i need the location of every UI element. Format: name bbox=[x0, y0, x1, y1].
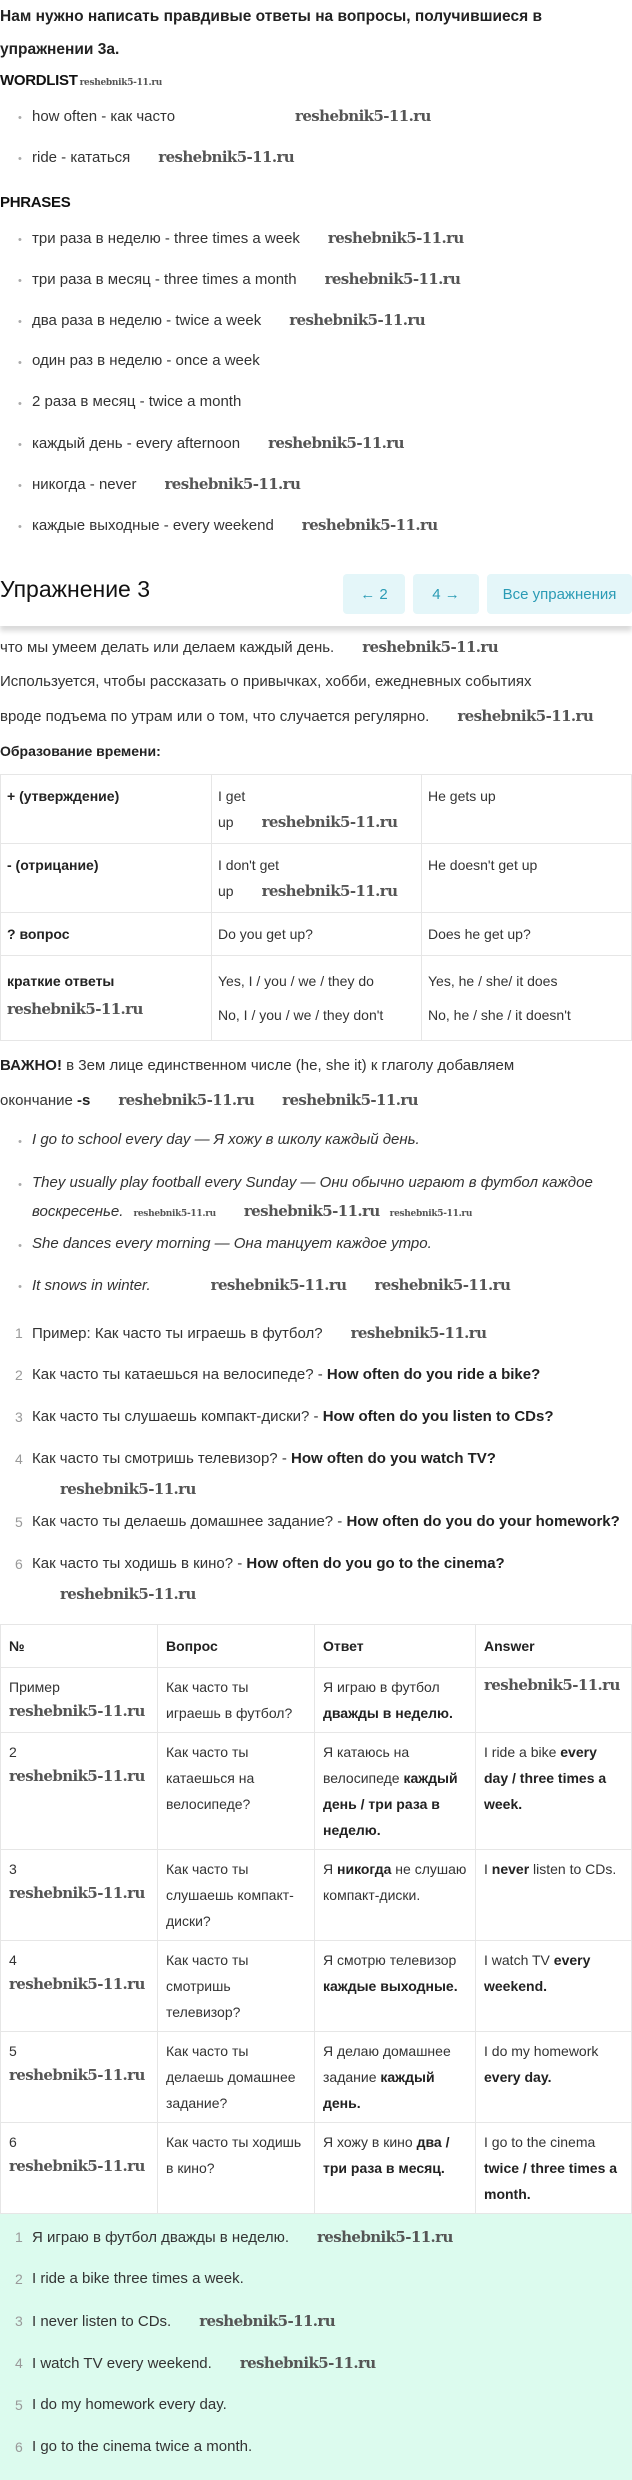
questions-list bbox=[0, 1316, 632, 1610]
text-segment: listen to CDs. bbox=[529, 1861, 617, 1877]
text-segment: никогда bbox=[337, 1861, 392, 1877]
question-item bbox=[0, 1358, 632, 1400]
watermark: reshebnik5-11.ru bbox=[457, 707, 594, 725]
ending-bold: -s bbox=[77, 1092, 91, 1109]
phrase-text: каждый день - every afternoon bbox=[32, 435, 241, 452]
watermark: reshebnik5-11.ru bbox=[9, 2157, 145, 2175]
table-cell bbox=[1, 956, 212, 1041]
watermark: reshebnik5-11.ru bbox=[374, 1276, 511, 1294]
text-segment: I bbox=[484, 1861, 492, 1877]
answer-value: I do my homework every day. bbox=[32, 2396, 227, 2413]
phrase-item bbox=[18, 509, 632, 550]
text-segment: - (отрицание) bbox=[7, 857, 99, 873]
example-item bbox=[18, 1269, 632, 1310]
example-item bbox=[18, 1228, 632, 1269]
wordlist bbox=[0, 100, 632, 182]
final-answer-item bbox=[0, 2346, 632, 2388]
table-cell bbox=[315, 1941, 476, 2032]
example-text: She dances every morning — Она танцует каждое утро. bbox=[32, 1235, 432, 1252]
text-segment: Yes, I / you / we / they do bbox=[218, 973, 374, 989]
text-segment: Я играю в футбол bbox=[323, 1679, 440, 1695]
table-cell bbox=[1, 2123, 158, 2214]
table-row bbox=[1, 956, 632, 1041]
table-cell bbox=[315, 2032, 476, 2123]
phrase-text: один раз в неделю - once a week bbox=[32, 352, 260, 369]
wordlist-item bbox=[18, 141, 632, 182]
item-number: 2 bbox=[15, 1367, 23, 1383]
table-cell bbox=[1, 1850, 158, 1941]
text-segment: ? вопрос bbox=[7, 926, 70, 942]
table-cell bbox=[315, 1668, 476, 1733]
phrases-title: PHRASES bbox=[0, 194, 71, 211]
phrase-item bbox=[18, 468, 632, 509]
text-segment: Я делаю домашнее задание bbox=[323, 2043, 451, 2085]
watermark: reshebnik5-11.ru bbox=[362, 638, 499, 656]
phrase-item bbox=[18, 386, 632, 427]
phrase-text: 2 раза в месяц - twice a month bbox=[32, 393, 242, 410]
final-answer-item bbox=[0, 2304, 632, 2346]
watermark: reshebnik5-11.ru bbox=[210, 1276, 347, 1294]
watermark: reshebnik5-11.ru bbox=[60, 1480, 196, 1498]
table-row bbox=[1, 2123, 632, 2214]
grammar-table bbox=[0, 774, 632, 1041]
watermark: reshebnik5-11.ru bbox=[164, 475, 301, 493]
table-cell bbox=[158, 2123, 315, 2214]
table-cell bbox=[1, 1668, 158, 1733]
text-segment: дважды в неделю. bbox=[323, 1705, 453, 1721]
text-segment: Пример: Как часто ты играешь в футбол? bbox=[32, 1325, 323, 1342]
table-cell bbox=[315, 1733, 476, 1850]
table-cell bbox=[158, 1668, 315, 1733]
text-segment: не слушаю компакт-диски. bbox=[323, 1861, 467, 1903]
table-cell bbox=[1, 1941, 158, 2032]
answer-text bbox=[32, 2264, 622, 2304]
table-row bbox=[1, 1941, 632, 2032]
column-header: Ответ bbox=[315, 1625, 476, 1668]
watermark: reshebnik5-11.ru bbox=[9, 2066, 145, 2084]
watermark: reshebnik5-11.ru bbox=[301, 516, 438, 534]
table-row bbox=[1, 1733, 632, 1850]
table-row bbox=[1, 775, 632, 844]
prev-exercise-button[interactable]: ← 2 bbox=[343, 574, 405, 614]
watermark: reshebnik5-11.ru bbox=[295, 107, 431, 125]
text-segment: Yes, he / she/ it does bbox=[428, 973, 558, 989]
text-segment: Do you get up? bbox=[218, 926, 313, 942]
watermark: reshebnik5-11.ru bbox=[7, 1000, 143, 1018]
table-row bbox=[1, 1668, 632, 1733]
text-segment: Я bbox=[323, 1861, 337, 1877]
watermark: reshebnik5-11.ru bbox=[261, 882, 398, 900]
phrase-text: три раза в месяц - three times a month bbox=[32, 271, 297, 288]
table-row bbox=[1, 1850, 632, 1941]
table-cell bbox=[1, 844, 212, 913]
text-segment: 6 bbox=[9, 2134, 17, 2150]
example-item bbox=[18, 1124, 632, 1165]
table-cell bbox=[476, 1850, 632, 1941]
phrases-list bbox=[0, 222, 632, 550]
text-segment: + (утверждение) bbox=[7, 788, 120, 804]
text-segment: I ride a bike bbox=[484, 1744, 561, 1760]
ending-note bbox=[0, 1089, 632, 1112]
watermark: reshebnik5-11.ru bbox=[261, 813, 398, 831]
item-number: 5 bbox=[15, 1514, 23, 1530]
table-row bbox=[1, 913, 632, 956]
theory-text: Используется, чтобы рассказать о привычках, хобби, ежедневных событиях bbox=[0, 673, 532, 690]
table-cell bbox=[476, 1941, 632, 2032]
text-segment: Я катаюсь на велосипеде bbox=[323, 1744, 410, 1786]
watermark: reshebnik5-11.ru bbox=[484, 1676, 620, 1694]
example-text: It snows in winter. bbox=[32, 1277, 151, 1294]
text-segment: Как часто ты смотришь телевизор? - bbox=[32, 1450, 291, 1467]
answer-text bbox=[32, 2348, 622, 2388]
phrase-item bbox=[18, 222, 632, 263]
text-segment: 3 bbox=[9, 1861, 17, 1877]
question-text bbox=[32, 1507, 622, 1547]
item-number: 4 bbox=[15, 2355, 23, 2371]
theory-text: что мы умеем делать или делаем каждый день. bbox=[0, 639, 335, 656]
text-segment: каждый день. bbox=[323, 2069, 435, 2111]
table-cell bbox=[212, 956, 422, 1041]
column-header: № bbox=[1, 1625, 158, 1668]
question-text bbox=[32, 1549, 622, 1610]
watermark: reshebnik5-11.ru bbox=[9, 1975, 145, 1993]
watermark: reshebnik5-11.ru bbox=[60, 1585, 196, 1603]
table-cell bbox=[1, 775, 212, 844]
answer-value: I go to the cinema twice a month. bbox=[32, 2438, 253, 2455]
watermark: reshebnik5-11.ru bbox=[239, 2354, 376, 2372]
text-segment: Как часто ты делаешь домашнее задание? bbox=[166, 2043, 296, 2111]
item-number: 6 bbox=[15, 2439, 23, 2455]
item-number: 2 bbox=[15, 2271, 23, 2287]
exercise-nav-bar bbox=[0, 558, 632, 626]
answer-value: I watch TV every weekend. bbox=[32, 2355, 212, 2372]
watermark: reshebnik5-11.ru bbox=[268, 434, 404, 452]
text-segment: Как часто ты слушаешь компакт-диски? bbox=[166, 1861, 294, 1929]
table-cell bbox=[1, 2032, 158, 2123]
question-item bbox=[0, 1316, 632, 1358]
answer-text bbox=[32, 2432, 622, 2472]
text-segment: Как часто ты ходишь в кино? bbox=[166, 2134, 302, 2176]
text-segment: never bbox=[491, 1861, 530, 1877]
example-text: They usually play football every Sunday — Они обычно играют в футбол каждое воскресенье. bbox=[32, 1174, 593, 1220]
text-segment: Does he get up? bbox=[428, 926, 531, 942]
item-number: 3 bbox=[15, 1409, 23, 1425]
intro-text: Нам нужно написать правдивые ответы на вопросы, получившиеся в упражнении 3а. bbox=[0, 8, 542, 58]
phrase-item bbox=[18, 263, 632, 304]
important-text: в 3ем лице единственном числе (he, she it) к глаголу добавляем bbox=[61, 1057, 515, 1074]
text-segment: два / три раза в месяц. bbox=[323, 2134, 450, 2176]
watermark: reshebnik5-11.ru bbox=[317, 2228, 453, 2246]
question-text bbox=[32, 1402, 622, 1442]
text-segment: Как часто ты слушаешь компакт-диски? - bbox=[32, 1408, 323, 1425]
examples-list bbox=[0, 1124, 632, 1310]
theory-line bbox=[0, 705, 632, 728]
text-segment: краткие ответы bbox=[7, 973, 115, 989]
column-header: Вопрос bbox=[158, 1625, 315, 1668]
item-number: 5 bbox=[15, 2397, 23, 2413]
formation-heading: Образование времени: bbox=[0, 743, 161, 759]
table-cell bbox=[476, 2123, 632, 2214]
answer-value: I ride a bike three times a week. bbox=[32, 2270, 244, 2287]
final-answer-item bbox=[0, 2220, 632, 2262]
phrase-text: никогда - never bbox=[32, 476, 137, 493]
final-answers-list bbox=[0, 2214, 632, 2480]
example-text: I go to school every day — Я хожу в школу каждый день. bbox=[32, 1131, 420, 1148]
text-segment: No, I / you / we / they don't bbox=[218, 1007, 384, 1023]
text-segment: I do my homework bbox=[484, 2043, 599, 2059]
exercise-title: Упражнение 3 bbox=[0, 576, 151, 602]
text-segment: How often do you do your homework? bbox=[346, 1513, 620, 1530]
text-segment: 4 bbox=[9, 1952, 17, 1968]
watermark: reshebnik5-11.ru bbox=[199, 2312, 336, 2330]
table-cell bbox=[158, 1850, 315, 1941]
answer-value: Я играю в футбол дважды в неделю. bbox=[32, 2229, 289, 2246]
question-text bbox=[32, 1444, 622, 1505]
text-segment: every weekend. bbox=[484, 1952, 591, 1994]
final-answer-item bbox=[0, 2388, 632, 2430]
phrase-item bbox=[18, 304, 632, 345]
text-segment: I get up bbox=[218, 788, 246, 830]
phrase-text: два раза в неделю - twice a week bbox=[32, 312, 262, 329]
question-item bbox=[0, 1505, 632, 1547]
watermark: reshebnik5-11.ru bbox=[158, 148, 295, 166]
table-cell bbox=[212, 844, 422, 913]
watermark: reshebnik5-11.ru bbox=[79, 78, 163, 88]
text-segment: Как часто ты катаешься на велосипеде? - bbox=[32, 1366, 327, 1383]
watermark: reshebnik5-11.ru bbox=[9, 1767, 145, 1785]
table-cell bbox=[476, 1733, 632, 1850]
text-segment: He doesn't get up bbox=[428, 857, 538, 873]
text-segment: Как часто ты смотришь телевизор? bbox=[166, 1952, 249, 2020]
wordlist-title: WORDLIST bbox=[0, 72, 78, 89]
text-segment: каждые выходные. bbox=[323, 1978, 458, 1994]
answer-text bbox=[32, 2306, 622, 2346]
text-segment: Как часто ты ходишь в кино? - bbox=[32, 1555, 247, 1572]
question-item bbox=[0, 1400, 632, 1442]
table-cell bbox=[158, 2032, 315, 2123]
all-exercises-button[interactable]: Все упражнения bbox=[487, 574, 632, 614]
column-header: Answer bbox=[476, 1625, 632, 1668]
table-cell bbox=[422, 956, 632, 1041]
wordlist-heading bbox=[0, 66, 632, 100]
text-segment: No, he / she / it doesn't bbox=[428, 1007, 571, 1023]
table-cell bbox=[212, 775, 422, 844]
text-segment: каждый день / три раза в неделю. bbox=[323, 1770, 458, 1838]
watermark: reshebnik5-11.ru bbox=[9, 1702, 145, 1720]
text-segment: Пример bbox=[9, 1679, 60, 1695]
text-segment: Как часто ты делаешь домашнее задание? - bbox=[32, 1513, 347, 1530]
table-cell bbox=[1, 913, 212, 956]
phrase-item bbox=[18, 427, 632, 468]
watermark: reshebnik5-11.ru bbox=[324, 270, 461, 288]
table-cell bbox=[422, 844, 632, 913]
item-number: 1 bbox=[15, 2229, 23, 2245]
wordlist-item-text: how often - как часто bbox=[32, 108, 176, 125]
answer-text bbox=[32, 2390, 622, 2430]
text-segment: every day / three times a week. bbox=[484, 1744, 607, 1812]
text-segment: He gets up bbox=[428, 788, 496, 804]
wordlist-item-text: ride - кататься bbox=[32, 149, 131, 166]
table-cell bbox=[422, 775, 632, 844]
text-segment: 5 bbox=[9, 2043, 17, 2059]
watermark: reshebnik5-11.ru bbox=[289, 311, 425, 329]
answer-text bbox=[32, 2222, 622, 2262]
text-segment: How often do you watch TV? bbox=[290, 1450, 496, 1467]
phrase-item bbox=[18, 345, 632, 386]
question-text bbox=[32, 1318, 622, 1358]
text-segment: I don't get up bbox=[218, 857, 280, 899]
watermark: reshebnik5-11.ru bbox=[133, 1209, 216, 1219]
text-segment: I go to the cinema bbox=[484, 2134, 596, 2150]
ending-text: окончание bbox=[0, 1092, 78, 1109]
table-cell bbox=[1, 1733, 158, 1850]
table-row bbox=[1, 844, 632, 913]
question-text bbox=[32, 1360, 622, 1400]
item-number: 6 bbox=[15, 1556, 23, 1572]
watermark: reshebnik5-11.ru bbox=[389, 1209, 473, 1219]
wordlist-item bbox=[18, 100, 632, 141]
example-item bbox=[18, 1165, 632, 1228]
table-cell bbox=[476, 1668, 632, 1733]
watermark: reshebnik5-11.ru bbox=[327, 229, 464, 247]
table-header-row bbox=[1, 1625, 632, 1668]
item-number: 4 bbox=[15, 1451, 23, 1467]
table-cell bbox=[212, 913, 422, 956]
question-item bbox=[0, 1547, 632, 1610]
answer-value: I never listen to CDs. bbox=[32, 2313, 172, 2330]
table-cell bbox=[158, 1941, 315, 2032]
answers-table bbox=[0, 1624, 632, 2214]
text-segment: Я хожу в кино bbox=[323, 2134, 417, 2150]
phrase-text: каждые выходные - every weekend bbox=[32, 517, 274, 534]
text-segment: I watch TV bbox=[484, 1952, 554, 1968]
table-cell bbox=[422, 913, 632, 956]
theory-text: вроде подъема по утрам или о том, что случается регулярно. bbox=[0, 708, 430, 725]
text-segment: Как часто ты играешь в футбол? bbox=[166, 1679, 293, 1721]
theory-line bbox=[0, 636, 632, 659]
text-segment: How often do you listen to CDs? bbox=[322, 1408, 554, 1425]
question-item bbox=[0, 1442, 632, 1505]
watermark: reshebnik5-11.ru bbox=[9, 1884, 145, 1902]
watermark: reshebnik5-11.ru bbox=[118, 1091, 255, 1109]
table-cell bbox=[158, 1733, 315, 1850]
text-segment: every day. bbox=[484, 2069, 552, 2085]
item-number: 1 bbox=[15, 1325, 23, 1341]
final-answer-item bbox=[0, 2430, 632, 2472]
text-segment: How often do you ride a bike? bbox=[326, 1366, 541, 1383]
watermark: reshebnik5-11.ru bbox=[282, 1091, 418, 1109]
important-note bbox=[0, 1055, 632, 1077]
table-cell bbox=[315, 1850, 476, 1941]
final-answer-item bbox=[0, 2262, 632, 2304]
table-row bbox=[1, 2032, 632, 2123]
table-cell bbox=[476, 2032, 632, 2123]
text-segment: Я смотрю телевизор bbox=[323, 1952, 457, 1968]
phrase-text: три раза в неделю - three times a week bbox=[32, 230, 300, 247]
text-segment: How often do you go to the cinema? bbox=[246, 1555, 505, 1572]
text-segment: 2 bbox=[9, 1744, 17, 1760]
text-segment: Как часто ты катаешься на велосипеде? bbox=[166, 1744, 255, 1812]
important-label: ВАЖНО! bbox=[0, 1057, 62, 1074]
watermark: reshebnik5-11.ru bbox=[243, 1202, 380, 1220]
next-exercise-button[interactable]: 4 → bbox=[413, 574, 479, 614]
text-segment: twice / three times a month. bbox=[484, 2160, 618, 2202]
watermark: reshebnik5-11.ru bbox=[350, 1324, 487, 1342]
item-number: 3 bbox=[15, 2313, 23, 2329]
table-cell bbox=[315, 2123, 476, 2214]
